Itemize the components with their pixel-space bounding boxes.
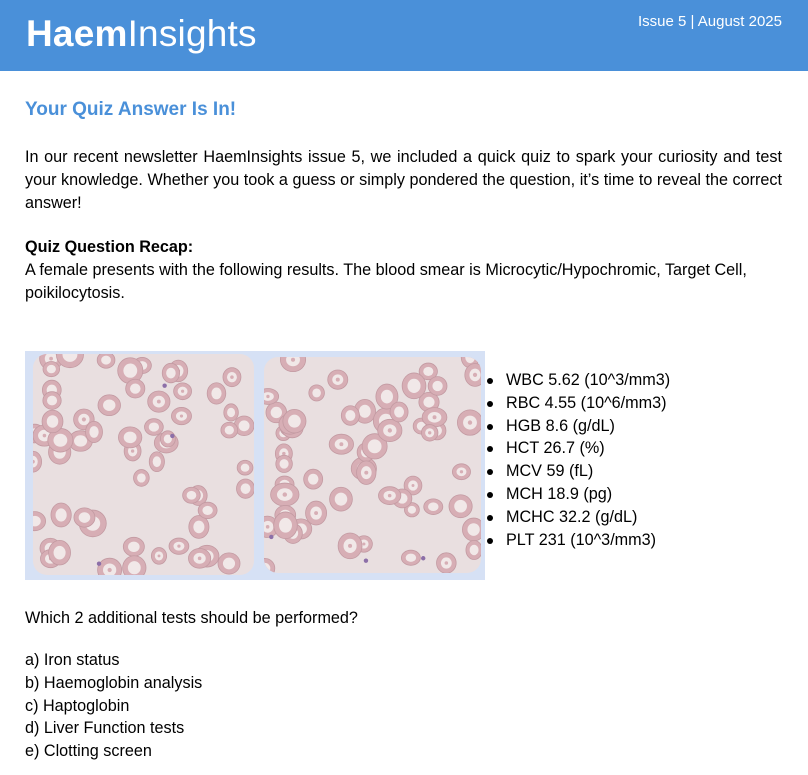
target-cell-center: [412, 484, 415, 487]
platelet: [170, 434, 174, 438]
newsletter-header: [0, 0, 808, 71]
target-cell-center: [157, 400, 161, 404]
blood-smear-image-left: [25, 351, 255, 580]
cell-pallor: [241, 483, 251, 494]
article-headline: Your Quiz Answer Is In!: [25, 99, 237, 120]
target-cell-center: [31, 460, 35, 464]
answer-option: a) Iron status: [25, 651, 120, 669]
quiz-question: Which 2 additional tests should be performed?: [25, 609, 358, 627]
bullet-icon: [487, 538, 493, 544]
bullet-icon: [487, 492, 493, 498]
target-cell-center: [180, 414, 183, 417]
target-cell-center: [266, 395, 269, 398]
cell-pallor: [130, 383, 141, 393]
red-blood-cell: [255, 558, 275, 578]
intro-paragraph: In our recent newsletter HaemInsights issue 5, we included a quick quiz to spark your curiosity and test your knowledge. Whether you took a guess or simply pondered the question, it’s time to reveal the correct answer!: [25, 148, 782, 212]
cell-pallor: [408, 506, 416, 514]
target-cell-center: [348, 544, 352, 548]
target-cell-center: [131, 449, 134, 452]
cell-pallor: [53, 434, 67, 447]
target-cell-center: [336, 378, 340, 382]
result-item: [484, 437, 670, 460]
cell-pallor: [47, 415, 59, 427]
brand-logo: [26, 12, 257, 56]
cell-pallor: [279, 518, 292, 533]
result-item: [484, 506, 670, 529]
cell-pallor: [368, 439, 382, 453]
cell-pallor: [359, 405, 371, 418]
cell-pallor: [149, 422, 159, 431]
target-cell-center: [445, 561, 449, 565]
issue-label: Issue 5 | August 2025: [637, 13, 782, 30]
bullet-icon: [487, 401, 493, 407]
cell-pallor: [166, 368, 176, 379]
target-cell-center: [198, 557, 202, 561]
target-cell-center: [473, 373, 477, 377]
target-cell-center: [291, 358, 295, 362]
result-item: [484, 369, 670, 392]
cell-pallor: [225, 426, 234, 435]
cell-pallor: [123, 364, 137, 378]
cell-pallor: [241, 464, 250, 472]
cell-pallor: [470, 545, 479, 555]
result-item: [484, 529, 670, 552]
cell-pallor: [467, 523, 479, 536]
platelet: [269, 535, 273, 539]
cell-pallor: [103, 400, 115, 411]
bullet-icon: [487, 424, 493, 430]
answer-options-list: [25, 649, 202, 763]
cell-pallor: [202, 506, 212, 515]
cell-pallor: [193, 521, 204, 534]
cell-pallor: [187, 491, 197, 500]
result-item: [484, 460, 670, 483]
result-text: WBC 5.62 (10^3/mm3): [506, 371, 671, 389]
target-cell-center: [158, 554, 161, 557]
answer-option: c) Haptoglobin: [25, 696, 130, 715]
target-cell-center: [82, 417, 86, 421]
cell-pallor: [54, 546, 66, 560]
cell-pallor: [312, 388, 321, 397]
cell-pallor: [56, 508, 67, 521]
cell-pallor: [407, 379, 420, 393]
brand-bold: Haem: [26, 13, 128, 54]
cell-pallor: [47, 396, 57, 406]
cell-pallor: [308, 474, 318, 485]
platelet: [421, 556, 425, 560]
cell-pallor: [454, 500, 467, 513]
result-text: RBC 4.55 (10^6/mm3): [506, 393, 667, 412]
cell-pallor: [423, 367, 433, 376]
bullet-icon: [487, 446, 493, 452]
cell-pallor: [259, 563, 270, 574]
result-item: [484, 483, 670, 506]
target-cell-center: [388, 494, 392, 498]
cell-pallor: [137, 473, 146, 482]
answer-option: e) Clotting screen: [25, 742, 152, 761]
platelet: [364, 558, 368, 562]
cell-pallor: [128, 561, 141, 574]
result-text: PLT 231 (10^3/mm3): [506, 530, 657, 549]
cell-pallor: [47, 365, 56, 373]
cell-pallor: [89, 426, 98, 438]
bullet-icon: [487, 378, 493, 384]
cell-pallor: [74, 435, 87, 446]
cell-pallor: [288, 415, 301, 428]
cell-pallor: [271, 407, 282, 418]
recap-text: A female presents with the following results. The blood smear is Microcytic/Hypochromic, Target Cell, poikilocytosis.: [25, 261, 747, 302]
cell-pallor: [381, 390, 393, 404]
cell-pallor: [432, 381, 442, 391]
cell-pallor: [227, 408, 235, 417]
cell-pallor: [280, 459, 289, 468]
target-cell-center: [266, 525, 270, 529]
target-cell-center: [314, 511, 318, 515]
result-text: HGB 8.6 (g/dL): [506, 416, 615, 435]
target-cell-center: [283, 492, 287, 496]
recap-title: Quiz Question Recap:: [25, 238, 194, 256]
result-item: [484, 392, 670, 415]
answer-option: b) Haemoglobin analysis: [25, 673, 203, 692]
target-cell-center: [43, 434, 47, 438]
brand-light: Insights: [127, 13, 257, 54]
result-text: MCV 59 (fL): [506, 462, 594, 481]
answer-option: d) Liver Function tests: [25, 719, 185, 738]
target-cell-center: [230, 375, 234, 379]
cell-pallor: [394, 406, 404, 417]
target-cell-center: [108, 568, 112, 572]
cell-pallor: [465, 352, 475, 363]
cell-pallor: [335, 493, 348, 506]
cell-pallor: [101, 356, 111, 365]
cell-pallor: [428, 502, 438, 511]
bullet-icon: [487, 469, 493, 475]
cell-pallor: [153, 456, 161, 467]
cell-pallor: [223, 558, 235, 570]
bullet-icon: [487, 515, 493, 521]
platelet: [162, 383, 166, 387]
target-cell-center: [460, 470, 463, 473]
target-cell-center: [177, 545, 180, 548]
result-text: HCT 26.7 (%): [506, 439, 605, 458]
target-cell-center: [181, 390, 184, 393]
blood-smear-panel: [25, 351, 485, 580]
target-cell-center: [362, 542, 365, 545]
cell-pallor: [29, 516, 41, 526]
cell-pallor: [239, 420, 250, 431]
blood-smear-image-right: [255, 351, 485, 578]
platelet: [97, 561, 101, 565]
target-cell-center: [428, 431, 431, 434]
cell-pallor: [124, 432, 137, 444]
lab-results-list: [484, 369, 670, 551]
cell-pallor: [79, 512, 91, 523]
result-text: MCHC 32.2 (g/dL): [506, 507, 638, 526]
target-cell-center: [364, 471, 368, 475]
cell-pallor: [345, 410, 355, 421]
cell-pallor: [406, 554, 416, 562]
cell-pallor: [211, 388, 221, 400]
target-cell-center: [433, 415, 437, 419]
target-cell-center: [339, 442, 343, 446]
target-cell-center: [388, 428, 392, 432]
result-text: MCH 18.9 (pg): [506, 484, 613, 503]
cell-pallor: [128, 542, 140, 552]
cell-pallor: [423, 397, 434, 408]
target-cell-center: [468, 420, 472, 424]
target-cell-center: [49, 357, 53, 361]
result-item: [484, 415, 670, 438]
blood-smear-images: [25, 351, 485, 580]
